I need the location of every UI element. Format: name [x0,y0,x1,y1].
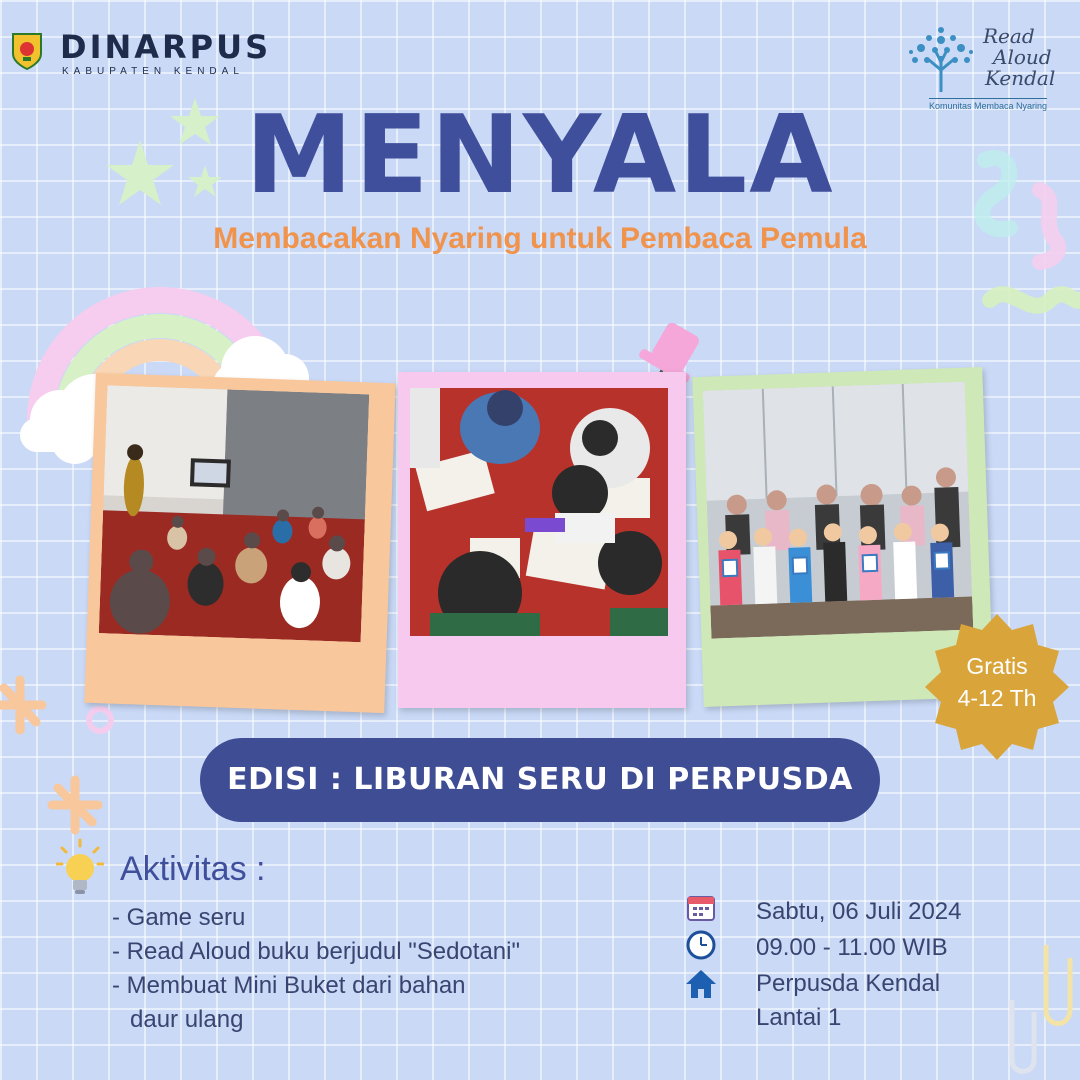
logo-line-2: Aloud [993,45,1052,69]
edition-banner: EDISI : LIBURAN SERU DI PERPUSDA [200,738,880,822]
kendal-crest-icon [10,32,44,70]
activity-item: - Game seru [112,904,246,931]
logo-line-1: Read [983,24,1035,48]
dinarpus-name: DINARPUS [60,28,272,66]
community-tagline: Komunitas Membaca Nyaring [929,98,1047,111]
free-age-badge [922,612,1072,762]
event-title: MENYALA [245,93,835,218]
lightbulb-icon [56,838,104,898]
dinarpus-logo [10,30,280,80]
photo-coloring-activity [410,388,668,636]
clock-icon [686,930,716,960]
photo-group-children [703,382,973,639]
event-time: 09.00 - 11.00 WIB [756,934,948,961]
home-icon [684,968,718,1000]
event-subtitle: Membacakan Nyaring untuk Pembaca Pemula [213,222,867,255]
dinarpus-subtitle: KABUPATEN KENDAL [62,66,244,77]
photo-frame-1 [84,373,395,713]
activity-item: - Read Aloud buku berjudul "Sedotani" [112,938,520,965]
event-place-floor: Lantai 1 [756,1004,842,1031]
activities-heading: Aktivitas : [120,850,266,888]
read-aloud-title [983,26,1073,89]
badge-line-2: 4-12 Th [957,685,1037,711]
badge-text [922,650,1072,714]
tree-icon [905,26,977,96]
photo-frame-2 [398,372,686,708]
coloring-photo-icon [410,388,668,636]
activity-item: - Membuat Mini Buket dari bahan [112,972,466,999]
calendar-icon [686,892,716,922]
photo-storytelling-session [99,385,369,642]
activity-item-continued: daur ulang [130,1006,244,1033]
logo-line-3: Kendal [985,66,1056,90]
event-place: Perpusda Kendal [756,970,941,997]
event-date: Sabtu, 06 Juli 2024 [756,898,962,925]
storytelling-photo-icon [99,385,369,642]
badge-line-1: Gratis [966,653,1028,679]
group-photo-icon [703,382,973,639]
